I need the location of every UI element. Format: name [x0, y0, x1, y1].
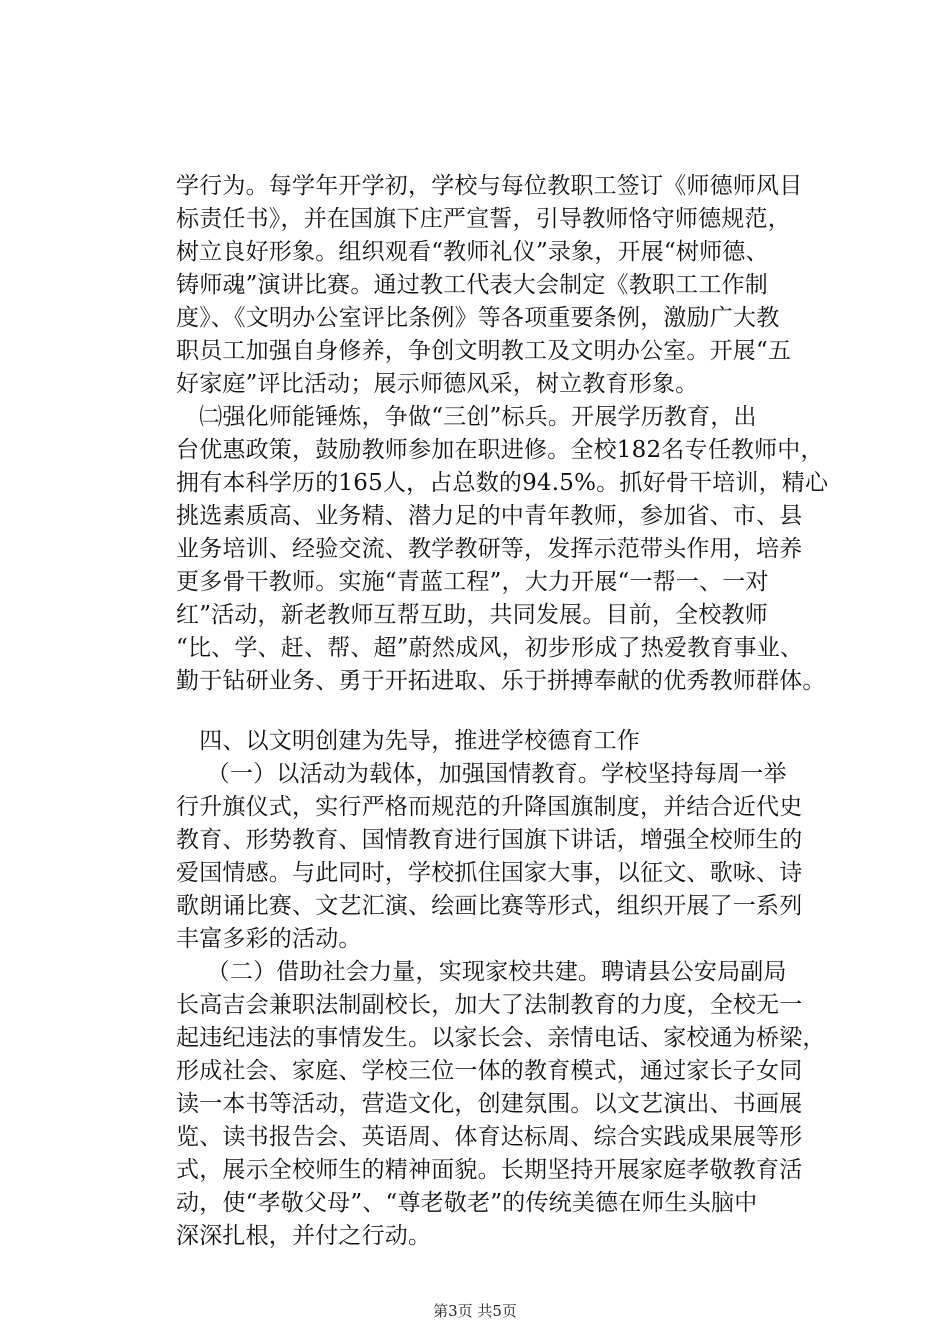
text-line: 勤于钻研业务、勇于开拓进取、乐于拼搏奉献的优秀教师群体。 [176, 668, 826, 694]
section-moral-education [176, 725, 826, 1253]
text-line: 式，展示全校师生的精神面貌。长期坚持开展家庭孝敬教育活 [176, 1157, 803, 1183]
text-line: 读一本书等活动，营造文化，创建氛围。以文艺演出、书画展 [176, 1091, 803, 1117]
text-line: 更多骨干教师。实施“青蓝工程”，大力开展“一帮一、一对 [176, 569, 769, 595]
text-line: 拥有本科学历的165人，占总数的94.5%。抓好骨干培训，精心 [176, 470, 829, 496]
text-line: （一）以活动为载体，加强国情教育。学校坚持每周一举 [176, 761, 787, 787]
text-line: 业务培训、经验交流、教学教研等，发挥示范带头作用，培养 [176, 536, 803, 562]
text-line: 学行为。每学年开学初，学校与每位教职工签订《师德师风目 [176, 173, 803, 199]
text-line: 览、读书报告会、英语周、体育达标周、综合实践成果展等形 [176, 1124, 803, 1150]
text-line: 长高吉会兼职法制副校长，加大了法制教育的力度，全校无一 [176, 992, 803, 1018]
text-line: 歌朗诵比赛、文艺汇演、绘画比赛等形式，组织开展了一系列 [176, 893, 803, 919]
text-line: 挑选素质高、业务精、潜力足的中青年教师，参加省、市、县 [176, 503, 803, 529]
text-line: 动，使“孝敬父母”、“尊老敬老”的传统美德在师生头脑中 [176, 1190, 758, 1216]
text-line: 度》、《文明办公室评比条例》等各项重要条例，激励广大教 [176, 305, 780, 331]
text-line: 好家庭”评比活动；展示师德风采，树立教育形象。 [176, 371, 699, 397]
text-line: 红”活动，新老教师互帮互助，共同发展。目前，全校教师 [176, 602, 768, 628]
page-number-footer: 第3页 共5页 [433, 1302, 517, 1320]
text-line: 形成社会、家庭、学校三位一体的教育模式，通过家长子女同 [176, 1058, 803, 1084]
text-line: ㈡强化师能锤炼，争做“三创”标兵。开展学历教育，出 [176, 404, 757, 430]
text-line: 教育、形势教育、国情教育进行国旗下讲话，增强全校师生的 [176, 827, 803, 853]
text-line: 树立良好形象。组织观看“教师礼仪”录象，开展“树师德、 [176, 239, 769, 265]
text-line: 爱国情感。与此同时，学校抓住国家大事，以征文、歌咏、诗 [176, 860, 803, 886]
text-line: 铸师魂”演讲比赛。通过教工代表大会制定《教职工工作制 [176, 272, 768, 298]
text-line: （二）借助社会力量，实现家校共建。聘请县公安局副局 [176, 959, 787, 985]
text-line: 行升旗仪式，实行严格而规范的升降国旗制度，并结合近代史 [176, 794, 803, 820]
text-line: 台优惠政策，鼓励教师参加在职进修。全校182名专任教师中， [176, 437, 824, 463]
text-line: 起违纪违法的事情发生。以家长会、亲情电话、家校通为桥梁， [176, 1025, 826, 1051]
text-line: 丰富多彩的活动。 [176, 926, 362, 952]
text-line: 深深扎根，并付之行动。 [176, 1223, 432, 1249]
section-heading: 四、以文明创建为先导，推进学校德育工作 [176, 728, 640, 754]
section-teacher-ethics [176, 170, 829, 698]
document-body [176, 170, 829, 1253]
text-line: “比、学、赶、帮、超”蔚然成风，初步形成了热爱教育事业、 [176, 635, 804, 661]
text-line: 职员工加强自身修养，争创文明教工及文明办公室。开展“五 [176, 338, 792, 364]
text-line: 标责任书》，并在国旗下庄严宣誓，引导教师恪守师德规范， [176, 206, 791, 232]
paragraph-gap [176, 698, 826, 725]
